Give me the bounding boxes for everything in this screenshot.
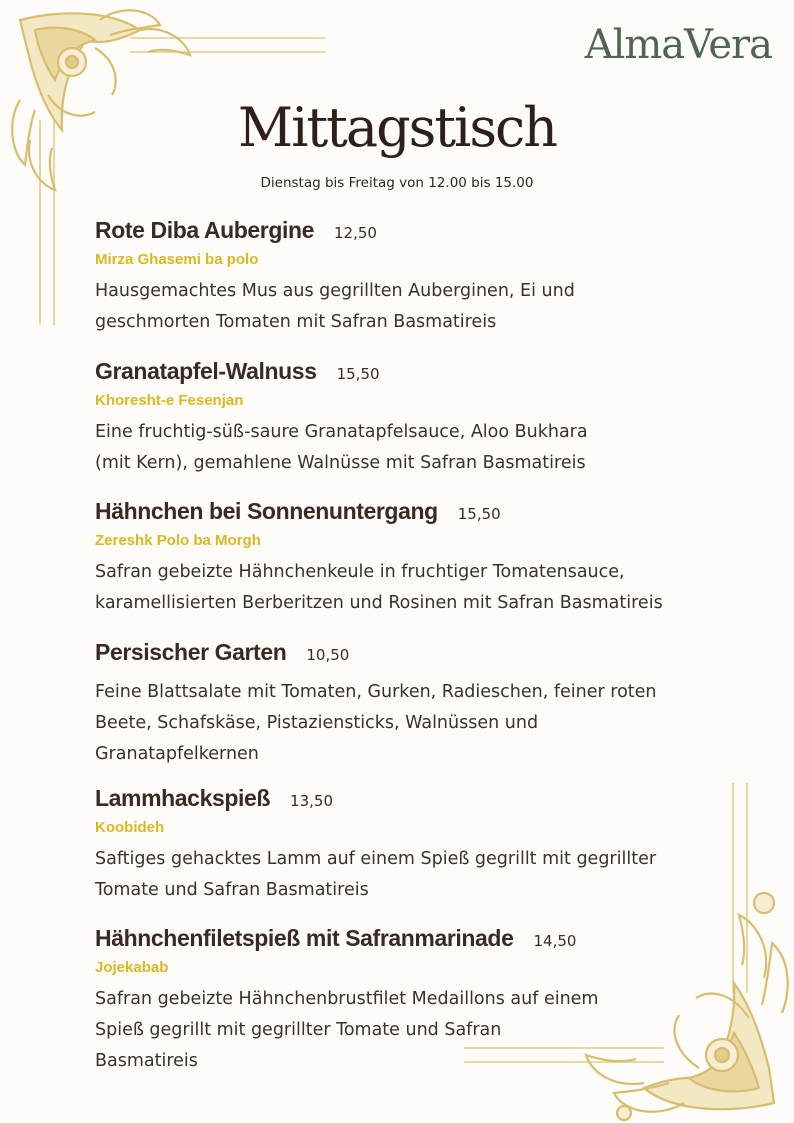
dish-description: Saftiges gehacktes Lamm auf einem Spieß gegrillt mit gegrillter Tomate und Safran Basmatireis (95, 849, 657, 900)
dish-name: Hähnchenfiletspieß mit Safranmarinade (95, 925, 514, 951)
dish-price: 15,50 (457, 505, 501, 523)
menu-item (95, 785, 745, 906)
dish-persian-name: Koobideh (95, 819, 165, 836)
dish-price: 14,50 (533, 932, 577, 950)
dish-price: 13,50 (290, 792, 333, 810)
dish-name: Lammhackspieß (95, 785, 271, 811)
dish-persian-name: Jojekabab (95, 959, 169, 976)
dish-price: 10,50 (306, 646, 350, 664)
menu-item (95, 925, 745, 1077)
dish-price: 12,50 (334, 224, 377, 242)
dish-description: Hausgemachtes Mus aus gegrillten Auberginen, Ei und geschmorten Tomaten mit Safran Basmatireis (95, 281, 575, 332)
dish-persian-name: Khoresht-e Fesenjan (95, 392, 244, 409)
menu-item (95, 217, 745, 338)
dish-name: Rote Diba Aubergine (95, 217, 315, 243)
menu-item (95, 639, 745, 770)
dish-description: Feine Blattsalate mit Tomaten, Gurken, Radieschen, feiner roten Beete, Schafskäse, Pistaziensticks, Walnüssen und Granatapfelkernen (95, 682, 657, 764)
dish-price: 15,50 (336, 365, 380, 383)
dish-persian-name: Mirza Ghasemi ba polo (95, 251, 259, 268)
dish-name: Hähnchen bei Sonnenuntergang (95, 498, 438, 524)
dish-description: Safran gebeizte Hähnchenkeule in fruchtiger Tomatensauce, karamellisierten Berberitzen und Rosinen mit Safran Basmatireis (95, 562, 663, 613)
menu-item (95, 498, 745, 619)
dish-description: Eine fruchtig-süß-saure Granatapfelsauce, Aloo Bukhara (mit Kern), gemahlene Walnüsse mit Safran Basmatireis (95, 422, 588, 473)
brand-logo: AlmaVera (584, 22, 772, 68)
dish-description: Safran gebeizte Hähnchenbrustfilet Medaillons auf einem Spieß gegrillt mit gegrillter Tomate und Safran Basmatireis (95, 989, 599, 1071)
opening-hours: Dienstag bis Freitag von 12.00 bis 15.00 (260, 175, 534, 191)
dish-persian-name: Zereshk Polo ba Morgh (95, 532, 261, 549)
menu-item (95, 358, 745, 479)
dish-name: Persischer Garten (95, 639, 287, 665)
page-title: Mittagstisch (237, 96, 557, 159)
dish-name: Granatapfel-Walnuss (95, 358, 317, 384)
